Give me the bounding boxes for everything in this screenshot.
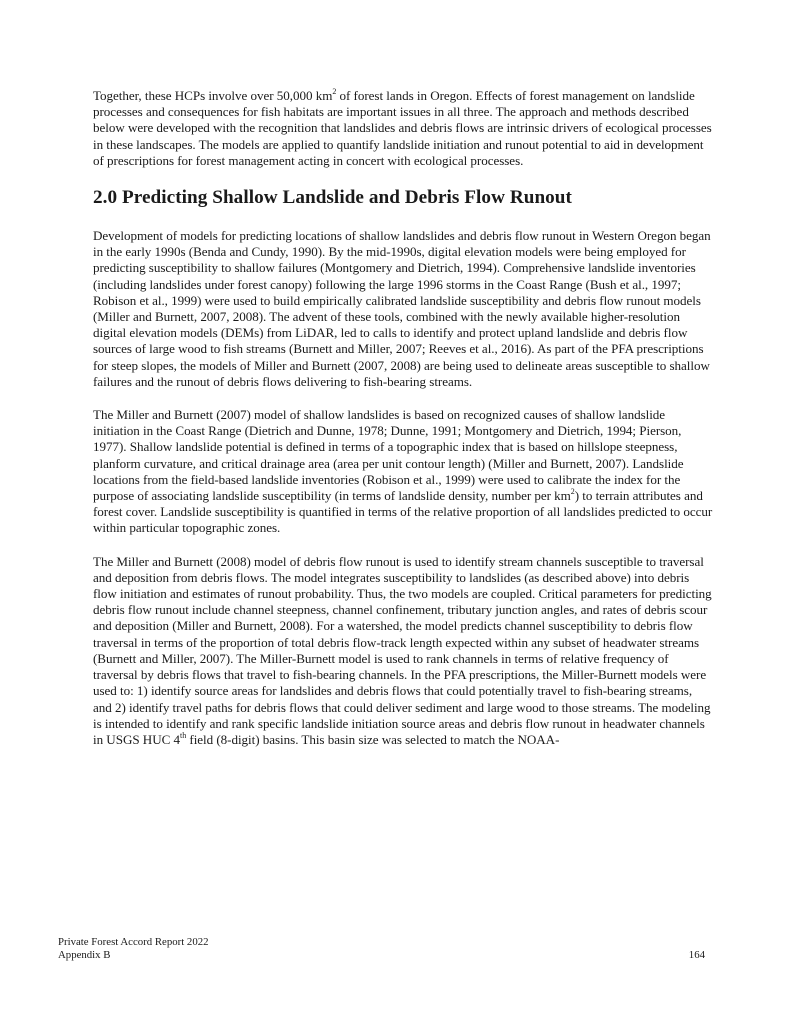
paragraph-runout-model (93, 554, 713, 748)
runout-text-a: The Miller and Burnett (2008) model of debris flow runout is used to identify stream channels susceptible to traversal and deposition from debris flows. The model integrates susceptibility to landslides (as described above) into debris flow initiation and estimates of runout probability. Thus, the two models are coupled. Critical parameters for predicting debris flow runout include channel steepness, channel confinement, tributary junction angles, and rates of debris scour and deposition (Miller and Burnett, 2008). For a watershed, the model predicts channel susceptibility to debris flow traversal in terms of the proportion of total debris flow-track length expected within any subset of headwater streams (Burnett and Miller, 2007). The Miller-Burnett model is used to rank channels in terms of relative frequency of traversal by debris flows that travel to fish-bearing channels. In the PFA prescriptions, the Miller-Burnett models were used to: 1) identify source areas for landslides and debris flows that could potentially travel to fish-bearing streams, and 2) identify travel paths for debris flows that could deliver sediment and large wood to those streams. The modeling is intended to identify and rank specific landslide initiation source areas and debris flow runout in headwater channels in USGS HUC 4 (93, 553, 712, 747)
footer-appendix: Appendix B (58, 949, 111, 961)
intro-text-b: of forest lands in Oregon. Effects of forest management on landslide processes and consequences for fish habitats are important issues in all three. The approach and methods described below were developed with the recognition that landslides and debris flows are intrinsic drivers of ecological processes in these landscapes. The models are applied to quantify landslide initiation and runout potential to aid in development of prescriptions for forest management acting in concert with ecological processes. (93, 88, 712, 168)
page-body (93, 88, 713, 748)
page-footer (58, 936, 705, 962)
footer-report-title: Private Forest Accord Report 2022 (58, 936, 209, 948)
paragraph-landslide-model (93, 407, 713, 537)
landslide-text-a: The Miller and Burnett (2007) model of shallow landslides is based on recognized causes of shallow landslide initiation in the Coast Range (Dietrich and Dunne, 1978; Dunne, 1991; Montgomery and Dietrich, 1994; Pierson, 1977). Shallow landslide potential is defined in terms of a topographic index that is based on hillslope steepness, planform curvature, and critical drainage area (area per unit contour length) (Miller and Burnett, 2007). Landslide locations from the field-based landslide inventories (Robison et al., 1999) were used to calibrate the index for the purpose of associating landslide susceptibility (in terms of landslide density, number per km (93, 407, 684, 504)
section-heading: 2.0 Predicting Shallow Landslide and Debris Flow Runout (93, 187, 572, 209)
intro-paragraph (93, 88, 713, 169)
page-number: 164 (688, 949, 705, 961)
landslide-superscript: 2 (570, 486, 575, 496)
runout-text-b: field (8-digit) basins. This basin size was selected to match the NOAA- (186, 731, 560, 747)
paragraph-model-history: Development of models for predicting locations of shallow landslides and debris flow runout in Western Oregon began in the early 1990s (Benda and Cundy, 1990). By the mid-1990s, digital elevation models were being employed for predicting susceptibility to shallow failures (Montgomery and Dietrich, 1994). Comprehensive landslide inventories (including landslides under forest canopy) following the large 1996 storms in the Coast Range (Bush et al., 1997; Robison et al., 1999) were used to build empirically calibrated landslide susceptibility and debris flow runout models (Miller and Burnett, 2007, 2008). The advent of these tools, combined with the newly available higher-resolution digital elevation models (DEMs) from LiDAR, led to calls to identify and protect upland landslide and debris flow sources of large wood to fish streams (Burnett and Miller, 2007; Reeves et al., 2016). As part of the PFA prescriptions for steep slopes, the models of Miller and Burnett (2007, 2008) are being used to delineate areas susceptible to shallow failures and the runout of debris flows delivering to fish-bearing streams. (93, 228, 711, 389)
landslide-text-b: ) to terrain attributes and forest cover. Landslide susceptibility is quantified in terms of the relative proportion of all landslides predicted to occur within particular topographic zones. (93, 488, 713, 536)
runout-superscript: th (180, 730, 187, 740)
intro-superscript: 2 (332, 86, 337, 96)
intro-text-a: Together, these HCPs involve over 50,000 km (93, 88, 333, 103)
